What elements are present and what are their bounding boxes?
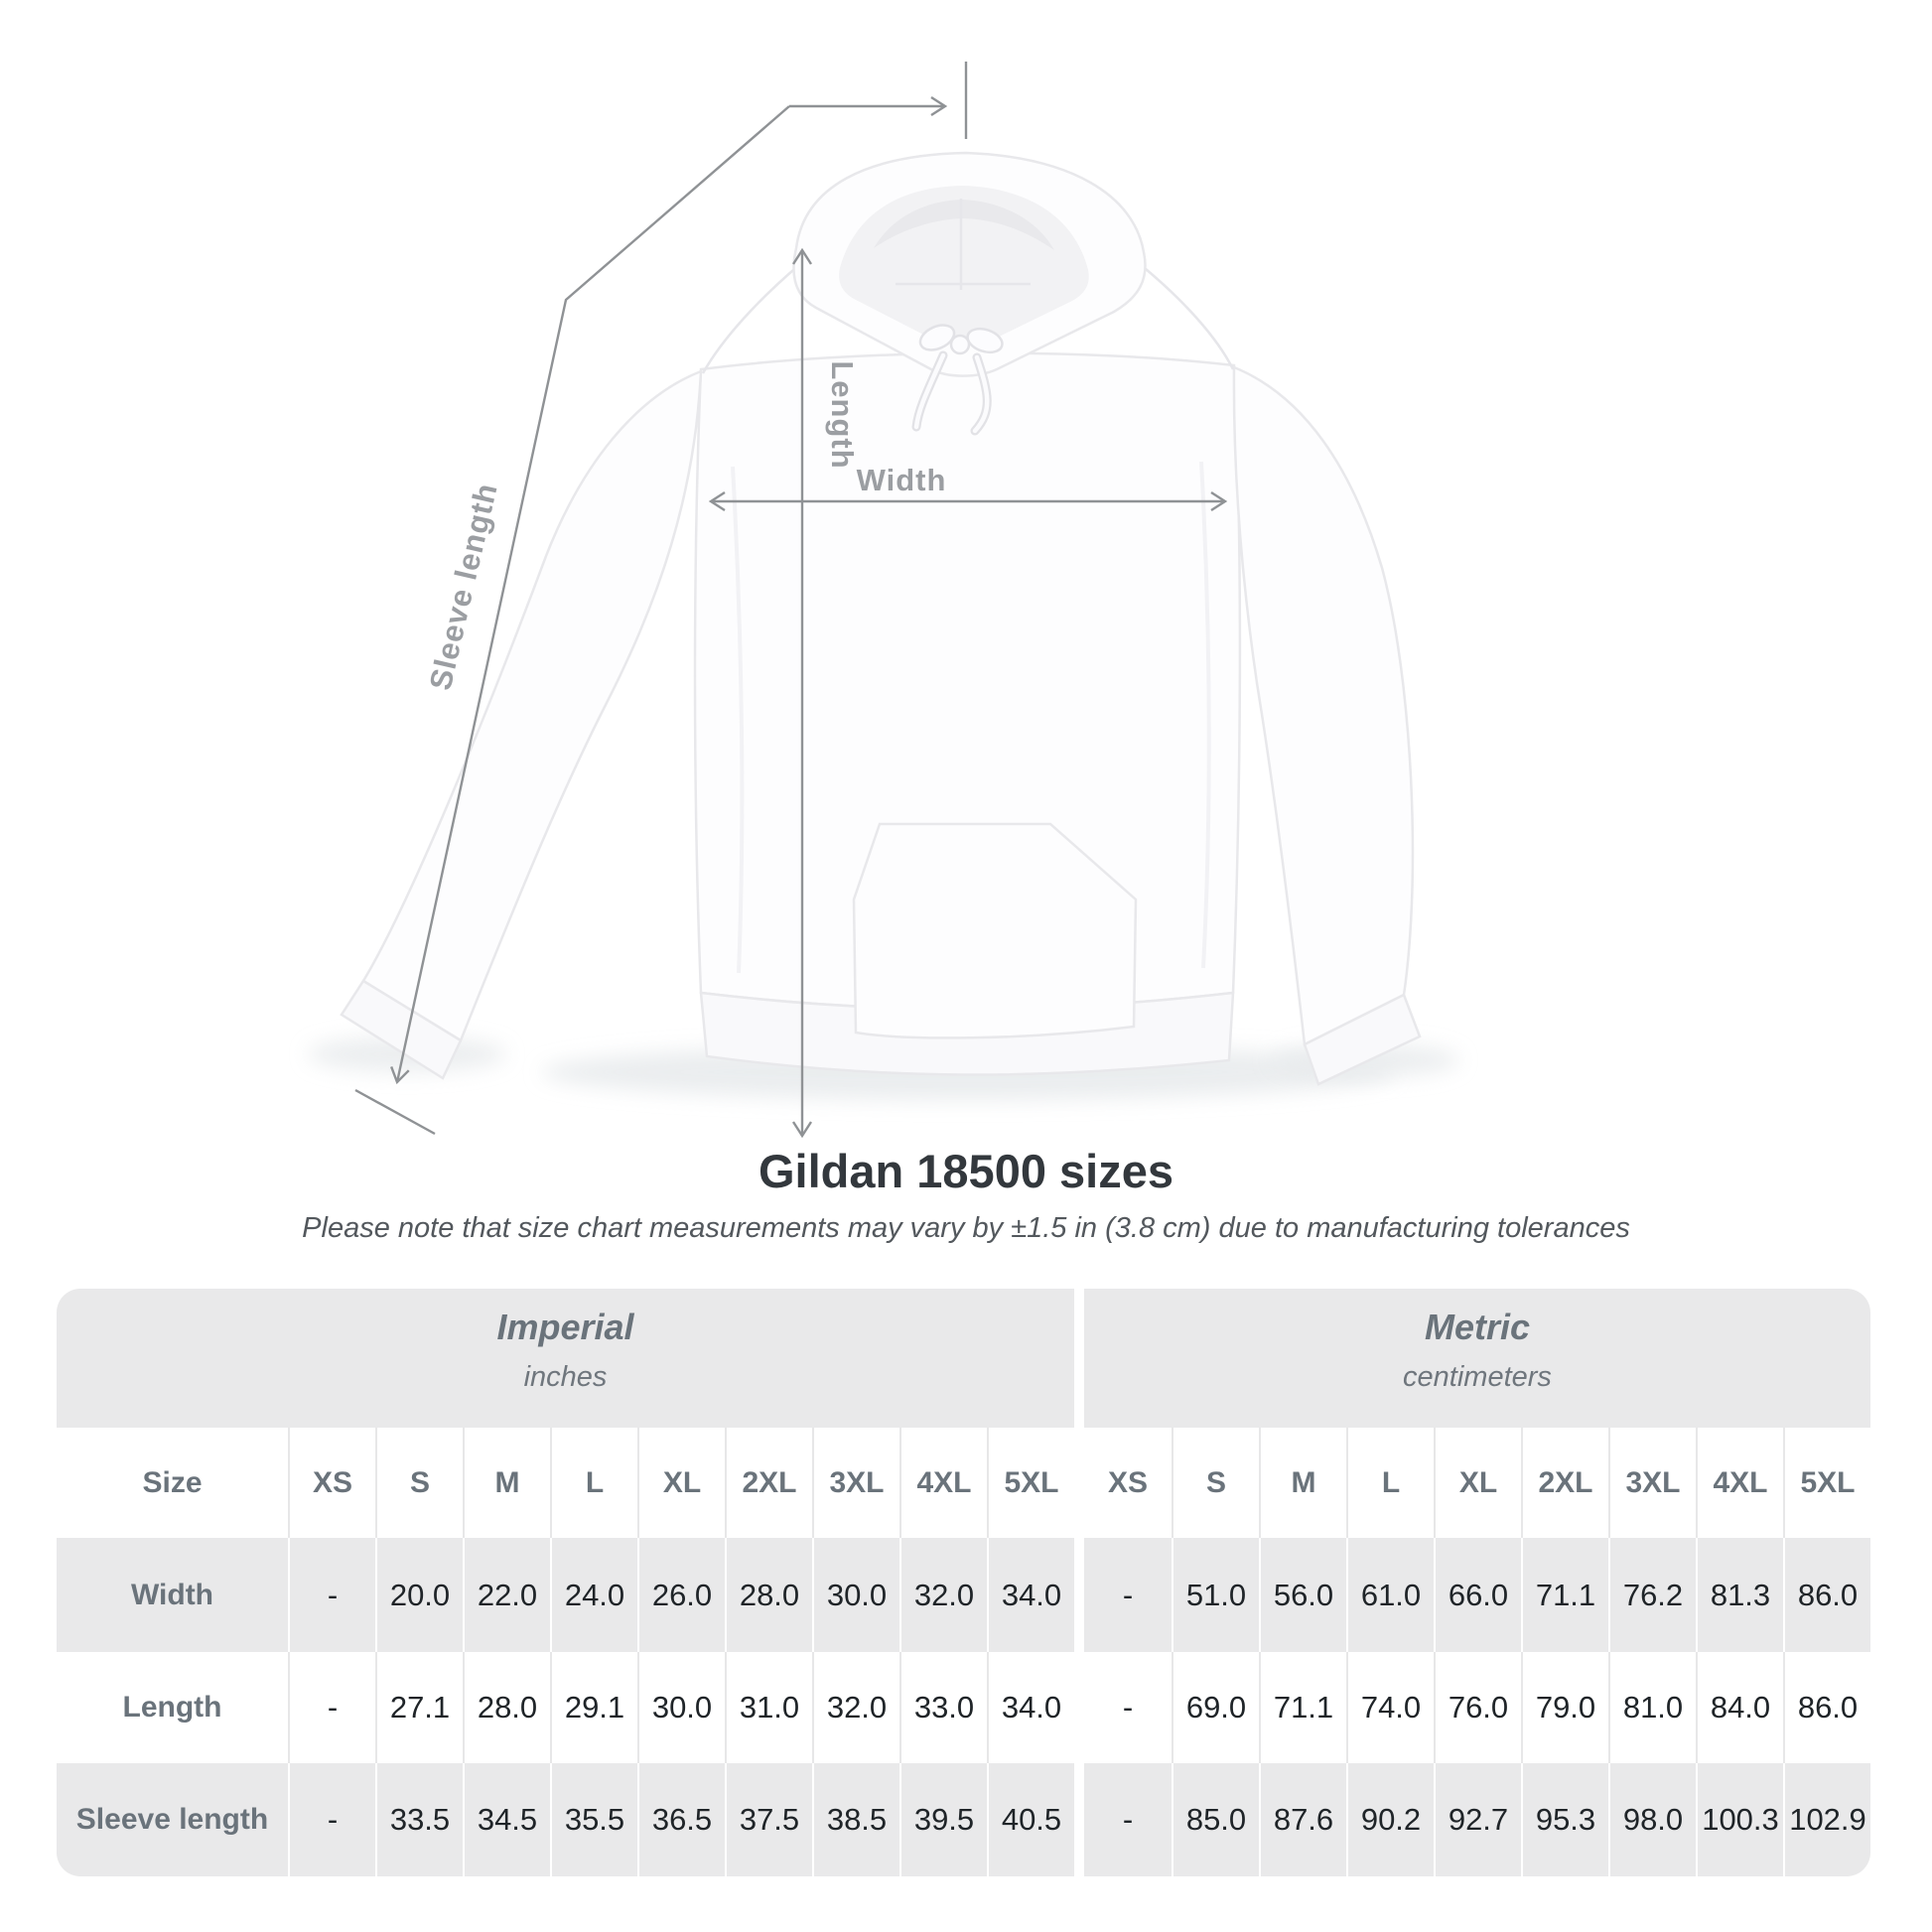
imperial-group-title: Imperial bbox=[496, 1307, 634, 1347]
col-header: 2XL bbox=[1521, 1428, 1608, 1538]
data-cell: 76.0 bbox=[1434, 1652, 1521, 1763]
data-cell: 30.0 bbox=[637, 1652, 725, 1763]
col-header: 4XL bbox=[899, 1428, 987, 1538]
table-row-length bbox=[57, 1652, 1870, 1763]
tolerance-note: Please note that size chart measurements may vary by ±1.5 in (3.8 cm) due to manufacturing tolerances bbox=[302, 1212, 1630, 1244]
data-cell: 79.0 bbox=[1521, 1652, 1608, 1763]
data-cell: 71.1 bbox=[1521, 1538, 1608, 1652]
size-column-header: Size bbox=[142, 1465, 203, 1499]
group-divider bbox=[1074, 1652, 1084, 1763]
data-cell: 20.0 bbox=[375, 1538, 463, 1652]
data-cell: 69.0 bbox=[1172, 1652, 1259, 1763]
data-cell: 34.0 bbox=[987, 1652, 1074, 1763]
col-header: M bbox=[463, 1428, 550, 1538]
page-title: Gildan 18500 sizes bbox=[758, 1145, 1174, 1197]
data-cell: 66.0 bbox=[1434, 1538, 1521, 1652]
data-cell: 56.0 bbox=[1259, 1538, 1346, 1652]
data-cell: 95.3 bbox=[1521, 1763, 1608, 1876]
col-header: 3XL bbox=[1608, 1428, 1696, 1538]
metric-group-unit: centimeters bbox=[1403, 1361, 1552, 1393]
data-cell: 76.2 bbox=[1608, 1538, 1696, 1652]
data-cell: 32.0 bbox=[899, 1538, 987, 1652]
data-cell: 30.0 bbox=[812, 1538, 899, 1652]
sleeve-length-label: Sleeve length bbox=[422, 479, 504, 694]
group-divider bbox=[1074, 1289, 1084, 1428]
data-cell: - bbox=[288, 1538, 375, 1652]
metric-group-title: Metric bbox=[1424, 1307, 1531, 1347]
data-cell: 81.0 bbox=[1608, 1652, 1696, 1763]
data-cell: 61.0 bbox=[1346, 1538, 1434, 1652]
data-cell: 32.0 bbox=[812, 1652, 899, 1763]
data-cell: 86.0 bbox=[1783, 1652, 1870, 1763]
row-label-length: Length bbox=[122, 1691, 222, 1724]
col-header: S bbox=[1172, 1428, 1259, 1538]
row-label-sleeve-length: Sleeve length bbox=[57, 1763, 288, 1876]
data-cell: 40.5 bbox=[987, 1763, 1074, 1876]
group-divider bbox=[1074, 1428, 1084, 1538]
data-cell: - bbox=[1122, 1690, 1134, 1725]
group-divider bbox=[1074, 1538, 1084, 1652]
data-cell: - bbox=[1084, 1538, 1172, 1652]
col-header: XL bbox=[1434, 1428, 1521, 1538]
data-cell: 85.0 bbox=[1172, 1763, 1259, 1876]
col-header: XL bbox=[637, 1428, 725, 1538]
data-cell: 51.0 bbox=[1172, 1538, 1259, 1652]
data-cell: 27.1 bbox=[375, 1652, 463, 1763]
data-cell: - bbox=[288, 1763, 375, 1876]
imperial-group-header bbox=[57, 1289, 1074, 1428]
col-header: S bbox=[375, 1428, 463, 1538]
data-cell: 87.6 bbox=[1259, 1763, 1346, 1876]
data-cell: 39.5 bbox=[899, 1763, 987, 1876]
width-label: Width bbox=[856, 463, 947, 497]
data-cell: 28.0 bbox=[463, 1652, 550, 1763]
data-cell: 71.1 bbox=[1259, 1652, 1346, 1763]
data-cell: 81.3 bbox=[1696, 1538, 1783, 1652]
col-header: 5XL bbox=[987, 1428, 1074, 1538]
data-cell: 38.5 bbox=[812, 1763, 899, 1876]
data-cell: 34.0 bbox=[987, 1538, 1074, 1652]
data-cell: 92.7 bbox=[1434, 1763, 1521, 1876]
col-header: L bbox=[550, 1428, 637, 1538]
unit-group-row bbox=[57, 1289, 1870, 1428]
data-cell: 74.0 bbox=[1346, 1652, 1434, 1763]
data-cell: 36.5 bbox=[637, 1763, 725, 1876]
data-cell: - bbox=[1084, 1763, 1172, 1876]
data-cell: 24.0 bbox=[550, 1538, 637, 1652]
imperial-group-unit: inches bbox=[523, 1361, 608, 1393]
col-header: XS bbox=[288, 1428, 375, 1538]
group-divider bbox=[1074, 1763, 1084, 1876]
table-row-width bbox=[57, 1538, 1870, 1652]
data-cell: 31.0 bbox=[725, 1652, 812, 1763]
row-label-width: Width bbox=[57, 1538, 288, 1652]
col-header: XS bbox=[1107, 1465, 1149, 1499]
data-cell: 102.9 bbox=[1783, 1763, 1870, 1876]
col-header: 3XL bbox=[812, 1428, 899, 1538]
data-cell: 98.0 bbox=[1608, 1763, 1696, 1876]
data-cell: 90.2 bbox=[1346, 1763, 1434, 1876]
col-header: 5XL bbox=[1783, 1428, 1870, 1538]
data-cell: 86.0 bbox=[1783, 1538, 1870, 1652]
data-cell: 34.5 bbox=[463, 1763, 550, 1876]
size-table bbox=[57, 1289, 1870, 1876]
length-label: Length bbox=[825, 360, 860, 470]
table-row-sleeve-length bbox=[57, 1763, 1870, 1876]
data-cell: 26.0 bbox=[637, 1538, 725, 1652]
col-header: M bbox=[1259, 1428, 1346, 1538]
hoodie-illustration bbox=[342, 153, 1420, 1084]
cuff-tick-line bbox=[355, 1090, 435, 1134]
data-cell: 33.0 bbox=[899, 1652, 987, 1763]
column-header-row bbox=[57, 1428, 1870, 1538]
data-cell: - bbox=[288, 1652, 375, 1763]
col-header: L bbox=[1346, 1428, 1434, 1538]
data-cell: 84.0 bbox=[1696, 1652, 1783, 1763]
data-cell: 22.0 bbox=[463, 1538, 550, 1652]
col-header: 4XL bbox=[1696, 1428, 1783, 1538]
data-cell: 37.5 bbox=[725, 1763, 812, 1876]
col-header: 2XL bbox=[725, 1428, 812, 1538]
data-cell: 35.5 bbox=[550, 1763, 637, 1876]
data-cell: 28.0 bbox=[725, 1538, 812, 1652]
metric-group-header bbox=[1084, 1289, 1870, 1428]
data-cell: 29.1 bbox=[550, 1652, 637, 1763]
data-cell: 100.3 bbox=[1696, 1763, 1783, 1876]
data-cell: 33.5 bbox=[375, 1763, 463, 1876]
